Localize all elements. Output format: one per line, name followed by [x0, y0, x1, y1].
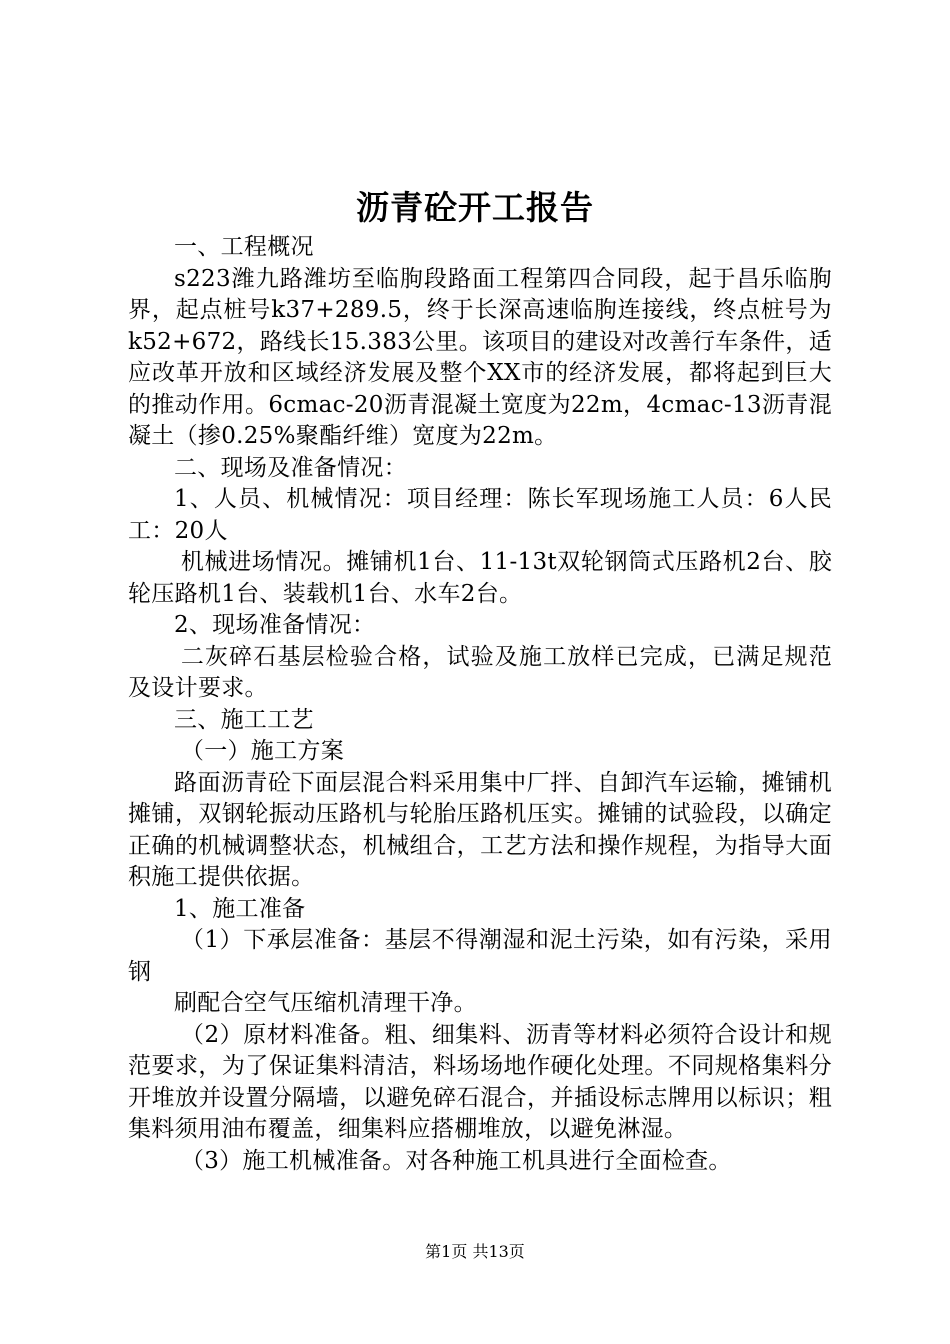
paragraph-personnel: 1、人员、机械情况：项目经理：陈长军现场施工人员：6人民工：20人: [128, 486, 832, 544]
section-heading-site-preparation: 二、现场及准备情况：: [174, 454, 407, 481]
document-body: [128, 232, 832, 1177]
paragraph-material-preparation: （2）原材料准备。粗、细集料、沥青等材料必须符合设计和规范要求，为了保证集料清洁，料场场地作硬化处理。不同规格集料分开堆放并设置分隔墙，以避免碎石混合，并插设标志牌用以标识；粗集料须用油布覆盖，细集料应搭棚堆放，以避免淋湿。: [128, 1021, 832, 1142]
paragraph-overview: s223潍九路潍坊至临朐段路面工程第四合同段，起于昌乐临朐界，起点桩号k37+289.5，终于长深高速临朐连接线，终点桩号为k52+672，路线长15.383公里。该项目的建设对改善行车条件，适应改革开放和区域经济发展及整个XX市的经济发展，都将起到巨大的推动作用。6cmac-20沥青混凝土宽度为22m，4cmac-13沥青混凝土（掺0.25%聚酯纤维）宽度为22m。: [128, 265, 832, 449]
paragraph-construction-plan: 路面沥青砼下面层混合料采用集中厂拌、自卸汽车运输，摊铺机摊铺，双钢轮振动压路机与轮胎压路机压实。摊铺的试验段，以确定正确的机械调整状态，机械组合，工艺方法和操作规程，为指导大面积施工提供依据。: [128, 769, 832, 890]
paragraph-base-layer-preparation: （1）下承层准备：基层不得潮湿和泥土污染，如有污染，采用钢: [128, 927, 832, 985]
document-title: 沥青砼开工报告: [356, 188, 594, 227]
section-heading-overview: 一、工程概况: [174, 234, 314, 260]
paragraph-machinery-preparation: （3）施工机械准备。对各种施工机具进行全面检查。: [180, 1147, 732, 1174]
subheading-site-preparation: 2、现场准备情况：: [174, 612, 376, 638]
subheading-construction-preparation: 1、施工准备: [174, 895, 306, 922]
subheading-construction-plan: （一）施工方案: [180, 738, 344, 764]
section-heading-construction-process: 三、施工工艺: [174, 706, 314, 733]
paragraph-base-layer-cleaning: 刷配合空气压缩机清理干净。: [174, 990, 477, 1016]
page-footer: 第1页 共13页: [425, 1242, 525, 1261]
paragraph-machinery: 机械进场情况。摊铺机1台、11-13t双轮钢筒式压路机2台、胶轮压路机1台、装载机1台、水车2台。: [128, 549, 832, 607]
paragraph-base-inspection: 二灰碎石基层检验合格，试验及施工放样已完成，已满足规范及设计要求。: [128, 643, 832, 701]
